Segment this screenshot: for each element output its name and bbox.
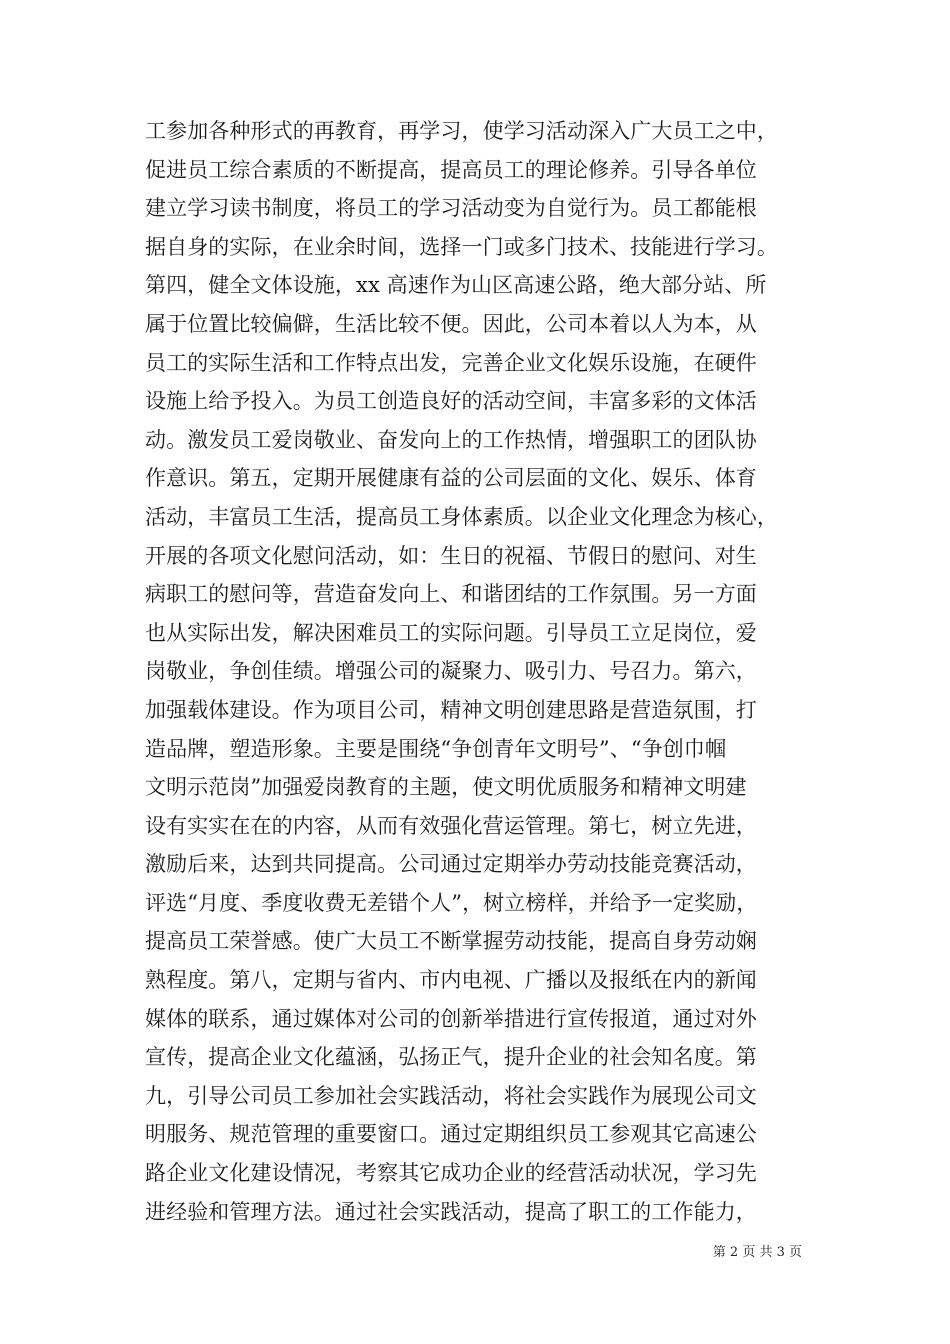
text-line: 路企业文化建设情况，考察其它成功企业的经营活动状况，学习先 [145,1161,757,1186]
body-text [145,112,815,1231]
text-line: 激励后来，达到共同提高。公司通过定期举办劳动技能竞赛活动， [145,852,757,877]
text-line: 评选“月度、季度收费无差错个人”，树立榜样，并给予一定奖励， [145,890,758,915]
text-line: 作意识。第五，定期开展健康有益的公司层面的文化、娱乐、体育 [145,466,757,491]
text-line: 活动，丰富员工生活，提高员工身体素质。以企业文化理念为核心， [145,504,778,529]
text-line: 加强载体建设。作为项目公司，精神文明创建思路是营造氛围，打 [145,697,757,722]
text-line: 文明示范岗”加强爱岗教育的主题，使文明优质服务和精神文明建 [145,775,747,800]
text-line: 也从实际出发，解决困难员工的实际问题。引导员工立足岗位，爱 [145,620,757,645]
text-line: 熟程度。第八，定期与省内、市内电视、广播以及报纸在内的新闻 [145,968,757,993]
text-line: 提高员工荣誉感。使广大员工不断掌握劳动技能，提高自身劳动娴 [145,929,757,954]
text-line: 动。激发员工爱岗敬业、奋发向上的工作热情，增强职工的团队协 [145,427,757,452]
text-line: 开展的各项文化慰问活动，如：生日的祝福、节假日的慰问、对生 [145,543,757,568]
text-line: 造品牌，塑造形象。主要是围绕“争创青年文明号”、“争创巾帼 [145,736,727,761]
text-line: 岗敬业，争创佳绩。增强公司的凝聚力、吸引力、号召力。第六， [145,659,757,684]
text-line: 宣传，提高企业文化蕴涵，弘扬正气，提升企业的社会知名度。第 [145,1045,757,1070]
text-line: 促进员工综合素质的不断提高，提高员工的理论修养。引导各单位 [145,157,757,182]
text-line: 员工的实际生活和工作特点出发，完善企业文化娱乐设施，在硬件 [145,350,757,375]
text-line: 九，引导公司员工参加社会实践活动，将社会实践作为展现公司文 [145,1083,757,1108]
text-line: 明服务、规范管理的重要窗口。通过定期组织员工参观其它高速公 [145,1122,757,1147]
text-line: 媒体的联系，通过媒体对公司的创新举措进行宣传报道，通过对外 [145,1006,757,1031]
text-line: 病职工的慰问等，营造奋发向上、和谐团结的工作氛围。另一方面 [145,582,757,607]
text-line: 第四，健全文体设施，xx 高速作为山区高速公路，绝大部分站、所 [145,273,767,298]
text-line: 据自身的实际，在业余时间，选择一门或多门技术、技能进行学习。 [145,234,778,259]
text-line: 进经验和管理方法。通过社会实践活动，提高了职工的工作能力， [145,1199,757,1224]
text-line: 属于位置比较偏僻，生活比较不便。因此，公司本着以人为本，从 [145,311,757,336]
text-line: 设施上给予投入。为员工创造良好的活动空间，丰富多彩的文体活 [145,389,757,414]
text-line: 设有实实在在的内容，从而有效强化营运管理。第七，树立先进， [145,813,757,838]
text-line: 建立学习读书制度，将员工的学习活动变为自觉行为。员工都能根 [145,196,757,221]
text-line: 工参加各种形式的再教育，再学习，使学习活动深入广大员工之中， [145,119,778,143]
page-number-footer: 第 2 页 共 3 页 [712,1245,802,1260]
